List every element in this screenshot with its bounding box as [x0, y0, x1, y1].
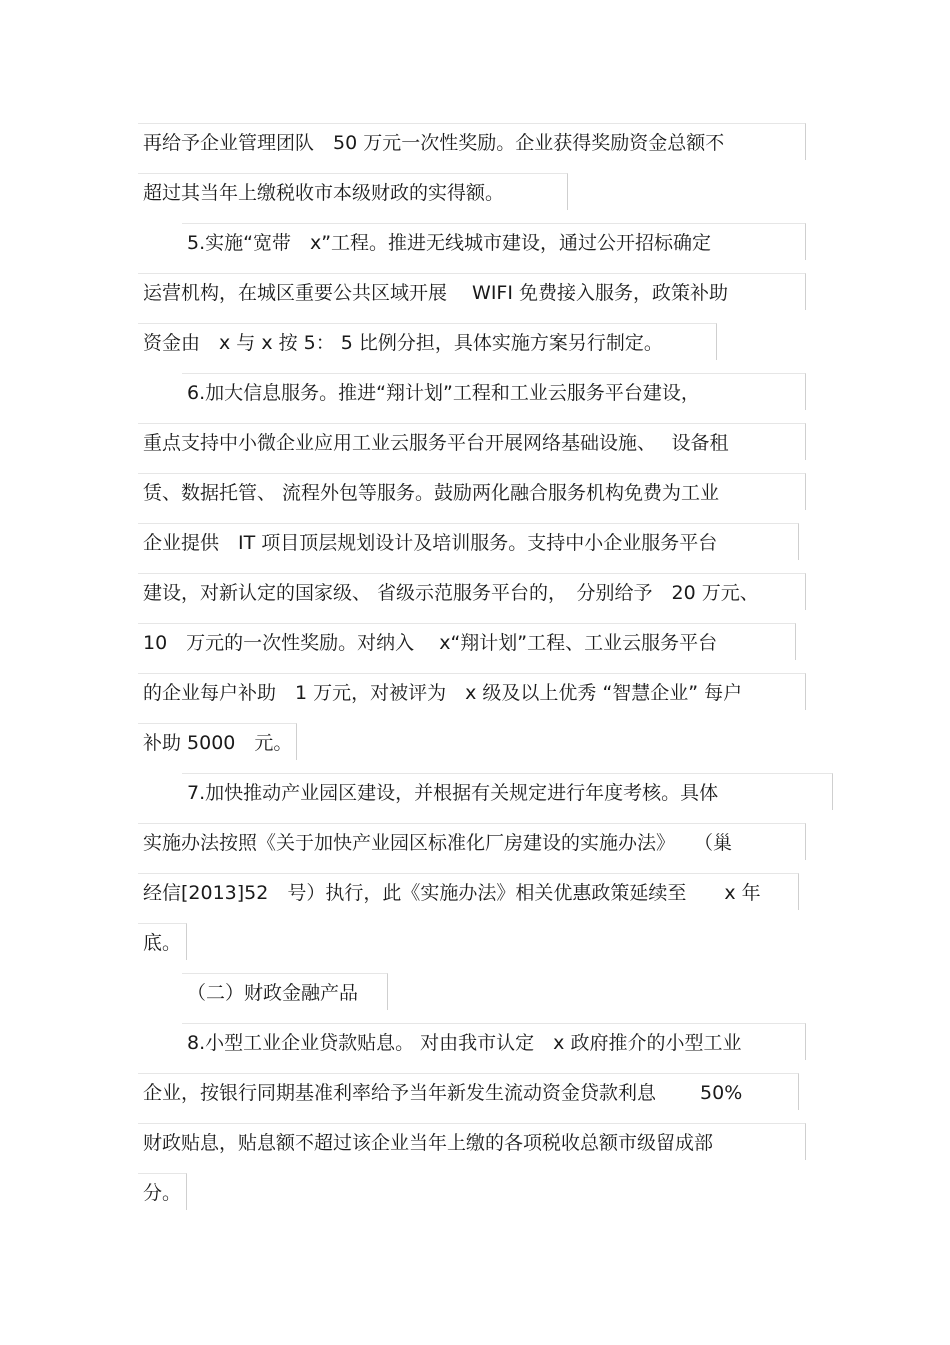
item-6-heading: 6.加大信息服务。推进“翔计划”工程和工业云服务平台建设，	[187, 382, 700, 404]
section-heading: （二）财政金融产品	[187, 982, 359, 1004]
item-7-heading: 7.加快推动产业园区建设，并根据有关规定进行年度考核。具体	[187, 782, 719, 804]
text-line: 资金由 x 与 x 按 5： 5 比例分担，具体实施方案另行制定。	[143, 332, 663, 354]
text-line: 超过其当年上缴税收市本级财政的实得额。	[143, 182, 505, 204]
text-line: 经信[2013]52 号）执行，此《实施办法》相关优惠政策延续至 x 年	[143, 882, 761, 904]
text-line: 补助 5000 元。	[143, 732, 293, 754]
text-line: 底。	[143, 932, 182, 954]
item-5-heading: 5.实施“宽带 x”工程。推进无线城市建设，通过公开招标确定	[187, 232, 712, 254]
text-line: 运营机构，在城区重要公共区域开展 WIFI 免费接入服务，政策补助	[143, 282, 729, 304]
text-line: 10 万元的一次性奖励。对纳入 x“翔计划”工程、工业云服务平台	[143, 632, 718, 654]
text-line: 企业提供 IT 项目顶层规划设计及培训服务。支持中小企业服务平台	[143, 532, 718, 554]
text-line: 赁、数据托管、 流程外包等服务。鼓励两化融合服务机构免费为工业	[143, 482, 720, 504]
text-line: 建设，对新认定的国家级、 省级示范服务平台的， 分别给予 20 万元、	[143, 582, 759, 604]
text-line: 企业，按银行同期基准利率给予当年新发生流动资金贷款利息 50%	[143, 1082, 743, 1104]
text-line: 分。	[143, 1182, 182, 1204]
item-8-heading: 8.小型工业企业贷款贴息。 对由我市认定 x 政府推介的小型工业	[187, 1032, 742, 1054]
text-line: 财政贴息，贴息额不超过该企业当年上缴的各项税收总额市级留成部	[143, 1132, 714, 1154]
text-line: 的企业每户补助 1 万元，对被评为 x 级及以上优秀 “智慧企业” 每户	[143, 682, 743, 704]
text-line: 实施办法按照《关于加快产业园区标准化厂房建设的实施办法》 （巢	[143, 832, 733, 854]
text-line: 重点支持中小微企业应用工业云服务平台开展网络基础设施、 设备租	[143, 432, 729, 454]
text-line: 再给予企业管理团队 50 万元一次性奖励。企业获得奖励资金总额不	[143, 132, 725, 154]
